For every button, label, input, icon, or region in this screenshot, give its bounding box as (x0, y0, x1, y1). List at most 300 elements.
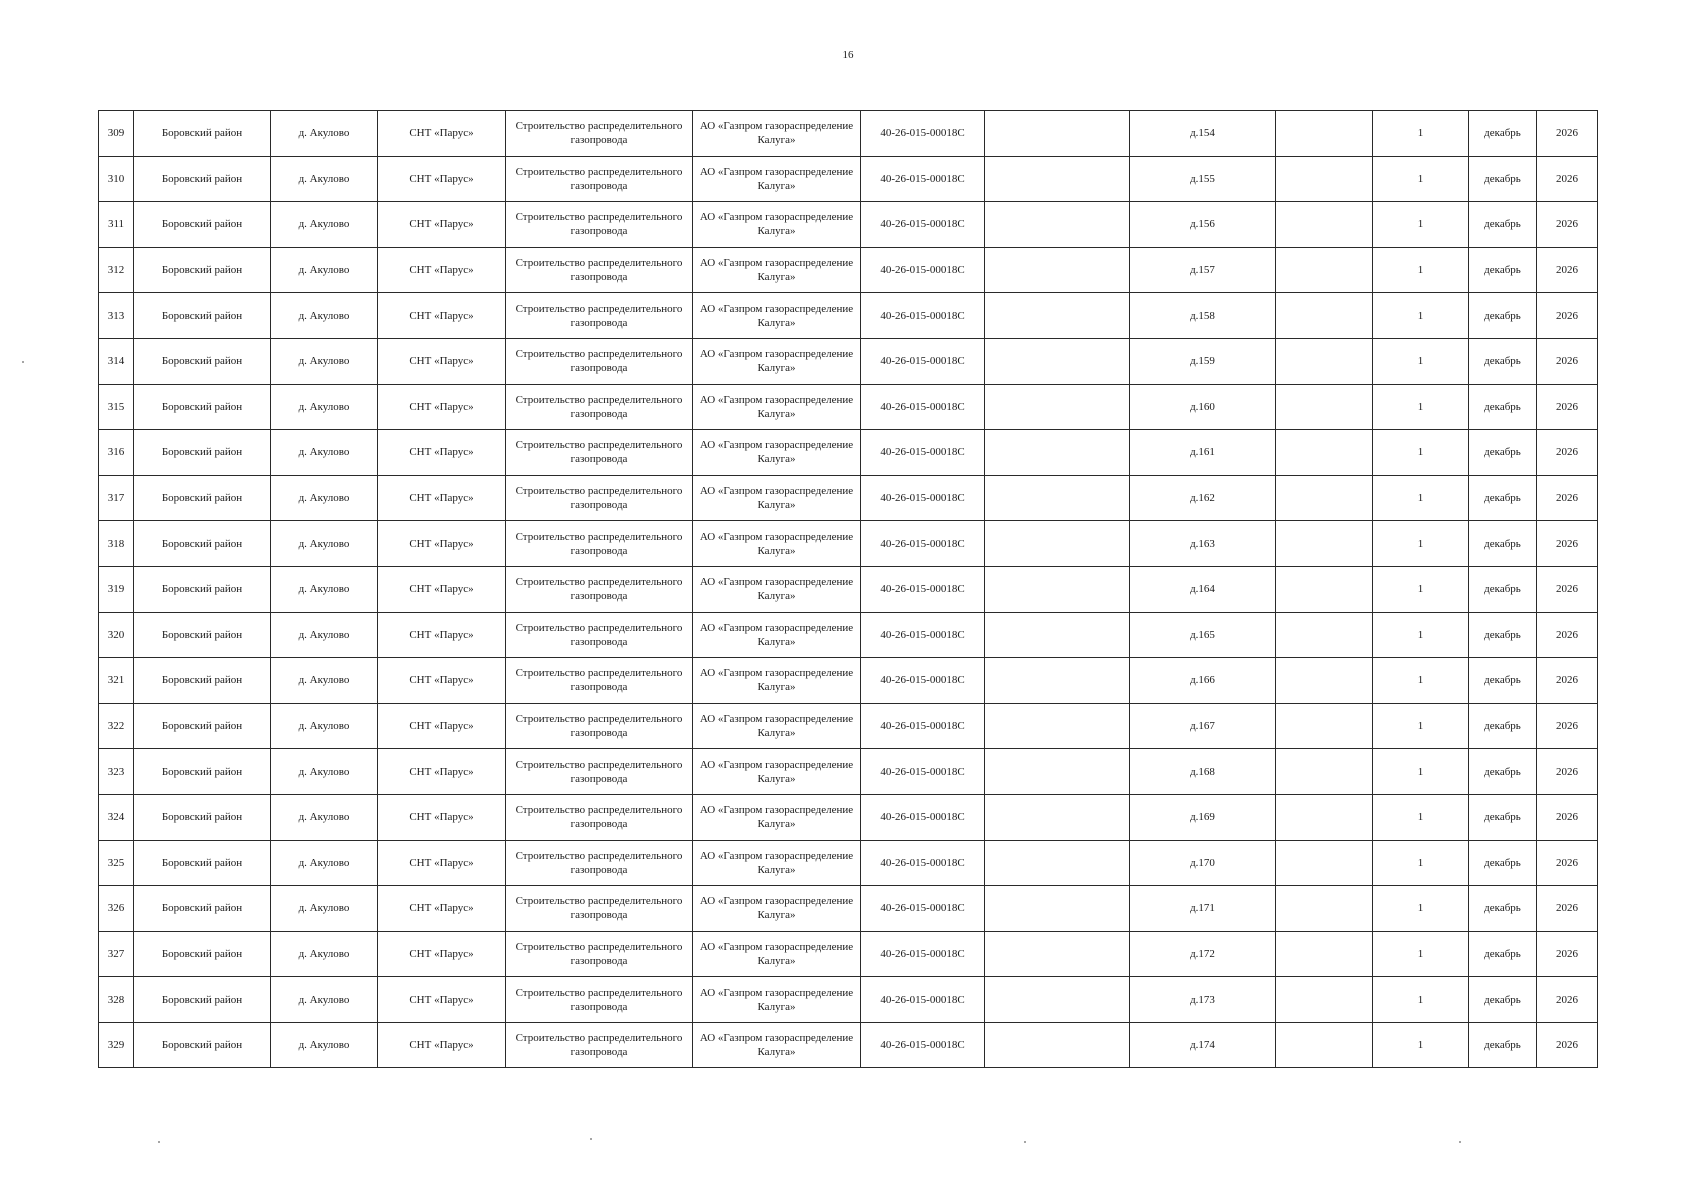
cell-code: 40-26-015-00018С (861, 430, 985, 476)
cell-house: д.174 (1130, 1022, 1276, 1068)
cell-empty (985, 749, 1130, 795)
table-row (99, 749, 1598, 795)
gasification-table (98, 110, 1598, 1068)
cell-quantity: 1 (1373, 384, 1469, 430)
cell-empty (985, 247, 1130, 293)
cell-work: Строительство распределительного газопровода (506, 202, 693, 248)
cell-house: д.155 (1130, 156, 1276, 202)
cell-quantity: 1 (1373, 521, 1469, 567)
cell-number: 320 (99, 612, 134, 658)
cell-empty (985, 566, 1130, 612)
cell-district: Боровский район (134, 156, 271, 202)
cell-year: 2026 (1537, 156, 1598, 202)
table-row (99, 384, 1598, 430)
cell-year: 2026 (1537, 749, 1598, 795)
cell-district: Боровский район (134, 293, 271, 339)
cell-year: 2026 (1537, 475, 1598, 521)
cell-code: 40-26-015-00018С (861, 384, 985, 430)
cell-organization: АО «Газпром газораспределение Калуга» (693, 293, 861, 339)
cell-work: Строительство распределительного газопровода (506, 384, 693, 430)
cell-house: д.169 (1130, 794, 1276, 840)
cell-organization: АО «Газпром газораспределение Калуга» (693, 338, 861, 384)
cell-work: Строительство распределительного газопровода (506, 612, 693, 658)
cell-work: Строительство распределительного газопровода (506, 931, 693, 977)
cell-month: декабрь (1469, 977, 1537, 1023)
cell-number: 322 (99, 703, 134, 749)
table-row (99, 931, 1598, 977)
cell-empty (1276, 156, 1373, 202)
cell-empty (1276, 612, 1373, 658)
cell-number: 328 (99, 977, 134, 1023)
cell-snt: СНТ «Парус» (378, 931, 506, 977)
cell-locality: д. Акулово (271, 293, 378, 339)
cell-house: д.160 (1130, 384, 1276, 430)
cell-locality: д. Акулово (271, 156, 378, 202)
cell-locality: д. Акулово (271, 840, 378, 886)
cell-snt: СНТ «Парус» (378, 202, 506, 248)
cell-empty (985, 430, 1130, 476)
cell-district: Боровский район (134, 749, 271, 795)
cell-district: Боровский район (134, 794, 271, 840)
cell-district: Боровский район (134, 247, 271, 293)
cell-house: д.164 (1130, 566, 1276, 612)
cell-number: 314 (99, 338, 134, 384)
cell-empty (985, 202, 1130, 248)
cell-organization: АО «Газпром газораспределение Калуга» (693, 430, 861, 476)
cell-quantity: 1 (1373, 977, 1469, 1023)
cell-empty (985, 111, 1130, 157)
cell-empty (1276, 338, 1373, 384)
table-row (99, 293, 1598, 339)
cell-snt: СНТ «Парус» (378, 338, 506, 384)
cell-work: Строительство распределительного газопровода (506, 703, 693, 749)
cell-district: Боровский район (134, 840, 271, 886)
cell-snt: СНТ «Парус» (378, 384, 506, 430)
cell-number: 319 (99, 566, 134, 612)
cell-organization: АО «Газпром газораспределение Калуга» (693, 886, 861, 932)
cell-number: 311 (99, 202, 134, 248)
cell-house: д.158 (1130, 293, 1276, 339)
cell-empty (985, 293, 1130, 339)
cell-quantity: 1 (1373, 658, 1469, 704)
cell-organization: АО «Газпром газораспределение Калуга» (693, 475, 861, 521)
cell-snt: СНТ «Парус» (378, 293, 506, 339)
cell-organization: АО «Газпром газораспределение Калуга» (693, 156, 861, 202)
cell-year: 2026 (1537, 612, 1598, 658)
cell-locality: д. Акулово (271, 430, 378, 476)
cell-code: 40-26-015-00018С (861, 749, 985, 795)
cell-empty (985, 931, 1130, 977)
cell-district: Боровский район (134, 202, 271, 248)
cell-organization: АО «Газпром газораспределение Калуга» (693, 202, 861, 248)
cell-house: д.162 (1130, 475, 1276, 521)
cell-code: 40-26-015-00018С (861, 977, 985, 1023)
cell-work: Строительство распределительного газопровода (506, 658, 693, 704)
cell-empty (1276, 749, 1373, 795)
cell-number: 315 (99, 384, 134, 430)
cell-empty (1276, 931, 1373, 977)
scan-speck (590, 1138, 592, 1140)
cell-district: Боровский район (134, 111, 271, 157)
cell-organization: АО «Газпром газораспределение Калуга» (693, 977, 861, 1023)
cell-code: 40-26-015-00018С (861, 658, 985, 704)
cell-month: декабрь (1469, 384, 1537, 430)
cell-month: декабрь (1469, 475, 1537, 521)
cell-locality: д. Акулово (271, 658, 378, 704)
cell-empty (1276, 430, 1373, 476)
cell-year: 2026 (1537, 658, 1598, 704)
cell-snt: СНТ «Парус» (378, 749, 506, 795)
cell-empty (1276, 521, 1373, 567)
table-row (99, 658, 1598, 704)
cell-empty (985, 1022, 1130, 1068)
cell-locality: д. Акулово (271, 749, 378, 795)
cell-house: д.171 (1130, 886, 1276, 932)
cell-quantity: 1 (1373, 293, 1469, 339)
cell-work: Строительство распределительного газопровода (506, 338, 693, 384)
cell-locality: д. Акулово (271, 111, 378, 157)
cell-number: 313 (99, 293, 134, 339)
cell-empty (985, 840, 1130, 886)
cell-snt: СНТ «Парус» (378, 430, 506, 476)
cell-organization: АО «Газпром газораспределение Калуга» (693, 794, 861, 840)
cell-empty (985, 886, 1130, 932)
cell-code: 40-26-015-00018С (861, 566, 985, 612)
cell-empty (1276, 247, 1373, 293)
table-row (99, 566, 1598, 612)
cell-work: Строительство распределительного газопровода (506, 293, 693, 339)
cell-house: д.165 (1130, 612, 1276, 658)
cell-code: 40-26-015-00018С (861, 1022, 985, 1068)
table-row (99, 475, 1598, 521)
cell-work: Строительство распределительного газопровода (506, 840, 693, 886)
table-row (99, 703, 1598, 749)
cell-code: 40-26-015-00018С (861, 703, 985, 749)
cell-locality: д. Акулово (271, 475, 378, 521)
cell-number: 317 (99, 475, 134, 521)
cell-month: декабрь (1469, 703, 1537, 749)
cell-snt: СНТ «Парус» (378, 612, 506, 658)
cell-locality: д. Акулово (271, 703, 378, 749)
cell-month: декабрь (1469, 521, 1537, 567)
cell-month: декабрь (1469, 612, 1537, 658)
table-row (99, 521, 1598, 567)
cell-year: 2026 (1537, 931, 1598, 977)
cell-snt: СНТ «Парус» (378, 703, 506, 749)
cell-quantity: 1 (1373, 794, 1469, 840)
cell-code: 40-26-015-00018С (861, 840, 985, 886)
table-row (99, 111, 1598, 157)
cell-district: Боровский район (134, 338, 271, 384)
cell-year: 2026 (1537, 202, 1598, 248)
scan-speck (158, 1141, 160, 1143)
cell-quantity: 1 (1373, 430, 1469, 476)
cell-district: Боровский район (134, 931, 271, 977)
cell-month: декабрь (1469, 202, 1537, 248)
cell-house: д.154 (1130, 111, 1276, 157)
cell-empty (985, 475, 1130, 521)
cell-snt: СНТ «Парус» (378, 886, 506, 932)
cell-organization: АО «Газпром газораспределение Калуга» (693, 612, 861, 658)
cell-number: 318 (99, 521, 134, 567)
cell-work: Строительство распределительного газопровода (506, 977, 693, 1023)
cell-house: д.172 (1130, 931, 1276, 977)
cell-work: Строительство распределительного газопровода (506, 247, 693, 293)
cell-year: 2026 (1537, 293, 1598, 339)
cell-year: 2026 (1537, 111, 1598, 157)
cell-code: 40-26-015-00018С (861, 293, 985, 339)
cell-house: д.168 (1130, 749, 1276, 795)
cell-number: 329 (99, 1022, 134, 1068)
cell-empty (1276, 977, 1373, 1023)
cell-quantity: 1 (1373, 247, 1469, 293)
scan-speck (1459, 1141, 1461, 1143)
cell-locality: д. Акулово (271, 977, 378, 1023)
cell-month: декабрь (1469, 247, 1537, 293)
cell-year: 2026 (1537, 247, 1598, 293)
cell-number: 310 (99, 156, 134, 202)
table-body (99, 111, 1598, 1068)
cell-organization: АО «Газпром газораспределение Калуга» (693, 111, 861, 157)
cell-district: Боровский район (134, 612, 271, 658)
cell-work: Строительство распределительного газопровода (506, 749, 693, 795)
cell-district: Боровский район (134, 384, 271, 430)
cell-month: декабрь (1469, 931, 1537, 977)
cell-empty (1276, 1022, 1373, 1068)
table-row (99, 886, 1598, 932)
cell-organization: АО «Газпром газораспределение Калуга» (693, 658, 861, 704)
cell-number: 321 (99, 658, 134, 704)
cell-number: 316 (99, 430, 134, 476)
cell-house: д.159 (1130, 338, 1276, 384)
cell-code: 40-26-015-00018С (861, 156, 985, 202)
cell-district: Боровский район (134, 475, 271, 521)
cell-code: 40-26-015-00018С (861, 338, 985, 384)
cell-work: Строительство распределительного газопровода (506, 475, 693, 521)
cell-empty (985, 156, 1130, 202)
table-row (99, 202, 1598, 248)
cell-number: 325 (99, 840, 134, 886)
cell-house: д.170 (1130, 840, 1276, 886)
cell-work: Строительство распределительного газопровода (506, 156, 693, 202)
cell-month: декабрь (1469, 293, 1537, 339)
cell-quantity: 1 (1373, 703, 1469, 749)
cell-empty (985, 703, 1130, 749)
cell-locality: д. Акулово (271, 384, 378, 430)
cell-house: д.161 (1130, 430, 1276, 476)
cell-empty (985, 794, 1130, 840)
cell-number: 309 (99, 111, 134, 157)
table-row (99, 794, 1598, 840)
cell-snt: СНТ «Парус» (378, 566, 506, 612)
cell-snt: СНТ «Парус» (378, 977, 506, 1023)
cell-quantity: 1 (1373, 111, 1469, 157)
cell-empty (985, 612, 1130, 658)
cell-empty (1276, 202, 1373, 248)
cell-snt: СНТ «Парус» (378, 475, 506, 521)
cell-code: 40-26-015-00018С (861, 202, 985, 248)
cell-organization: АО «Газпром газораспределение Калуга» (693, 566, 861, 612)
cell-year: 2026 (1537, 566, 1598, 612)
cell-month: декабрь (1469, 1022, 1537, 1068)
cell-quantity: 1 (1373, 156, 1469, 202)
cell-work: Строительство распределительного газопровода (506, 886, 693, 932)
cell-work: Строительство распределительного газопровода (506, 794, 693, 840)
cell-number: 312 (99, 247, 134, 293)
cell-district: Боровский район (134, 1022, 271, 1068)
cell-organization: АО «Газпром газораспределение Калуга» (693, 931, 861, 977)
cell-quantity: 1 (1373, 475, 1469, 521)
cell-house: д.157 (1130, 247, 1276, 293)
cell-snt: СНТ «Парус» (378, 658, 506, 704)
cell-district: Боровский район (134, 430, 271, 476)
cell-locality: д. Акулово (271, 931, 378, 977)
cell-organization: АО «Газпром газораспределение Калуга» (693, 521, 861, 567)
cell-district: Боровский район (134, 658, 271, 704)
cell-code: 40-26-015-00018С (861, 886, 985, 932)
cell-code: 40-26-015-00018С (861, 521, 985, 567)
cell-number: 327 (99, 931, 134, 977)
page-number: 16 (842, 49, 854, 61)
cell-organization: АО «Газпром газораспределение Калуга» (693, 384, 861, 430)
cell-locality: д. Акулово (271, 886, 378, 932)
cell-quantity: 1 (1373, 566, 1469, 612)
cell-month: декабрь (1469, 430, 1537, 476)
cell-snt: СНТ «Парус» (378, 840, 506, 886)
cell-empty (985, 338, 1130, 384)
cell-number: 324 (99, 794, 134, 840)
cell-work: Строительство распределительного газопровода (506, 566, 693, 612)
cell-organization: АО «Газпром газораспределение Калуга» (693, 840, 861, 886)
cell-house: д.163 (1130, 521, 1276, 567)
cell-snt: СНТ «Парус» (378, 111, 506, 157)
cell-year: 2026 (1537, 703, 1598, 749)
cell-empty (1276, 794, 1373, 840)
cell-work: Строительство распределительного газопровода (506, 521, 693, 567)
cell-year: 2026 (1537, 430, 1598, 476)
cell-year: 2026 (1537, 977, 1598, 1023)
cell-empty (1276, 293, 1373, 339)
cell-house: д.173 (1130, 977, 1276, 1023)
scan-speck (1024, 1141, 1026, 1143)
cell-snt: СНТ «Парус» (378, 1022, 506, 1068)
cell-year: 2026 (1537, 521, 1598, 567)
cell-quantity: 1 (1373, 612, 1469, 658)
cell-house: д.156 (1130, 202, 1276, 248)
cell-locality: д. Акулово (271, 521, 378, 567)
cell-snt: СНТ «Парус» (378, 247, 506, 293)
cell-organization: АО «Газпром газораспределение Калуга» (693, 703, 861, 749)
cell-locality: д. Акулово (271, 612, 378, 658)
table-row (99, 156, 1598, 202)
table-row (99, 977, 1598, 1023)
cell-year: 2026 (1537, 886, 1598, 932)
cell-month: декабрь (1469, 338, 1537, 384)
cell-month: декабрь (1469, 156, 1537, 202)
table-row (99, 338, 1598, 384)
cell-code: 40-26-015-00018С (861, 111, 985, 157)
cell-month: декабрь (1469, 566, 1537, 612)
cell-empty (985, 658, 1130, 704)
cell-organization: АО «Газпром газораспределение Калуга» (693, 749, 861, 795)
cell-month: декабрь (1469, 749, 1537, 795)
cell-work: Строительство распределительного газопровода (506, 111, 693, 157)
cell-district: Боровский район (134, 521, 271, 567)
cell-empty (1276, 384, 1373, 430)
cell-code: 40-26-015-00018С (861, 794, 985, 840)
cell-district: Боровский район (134, 977, 271, 1023)
cell-district: Боровский район (134, 566, 271, 612)
cell-empty (1276, 566, 1373, 612)
cell-snt: СНТ «Парус» (378, 794, 506, 840)
cell-locality: д. Акулово (271, 338, 378, 384)
cell-snt: СНТ «Парус» (378, 521, 506, 567)
cell-number: 326 (99, 886, 134, 932)
cell-quantity: 1 (1373, 338, 1469, 384)
cell-month: декабрь (1469, 794, 1537, 840)
cell-empty (985, 384, 1130, 430)
cell-empty (985, 977, 1130, 1023)
cell-district: Боровский район (134, 886, 271, 932)
cell-empty (1276, 886, 1373, 932)
cell-locality: д. Акулово (271, 1022, 378, 1068)
cell-organization: АО «Газпром газораспределение Калуга» (693, 1022, 861, 1068)
cell-snt: СНТ «Парус» (378, 156, 506, 202)
scan-speck (22, 361, 24, 363)
cell-month: декабрь (1469, 886, 1537, 932)
cell-month: декабрь (1469, 840, 1537, 886)
cell-empty (1276, 703, 1373, 749)
cell-quantity: 1 (1373, 202, 1469, 248)
table-row (99, 430, 1598, 476)
cell-locality: д. Акулово (271, 566, 378, 612)
cell-work: Строительство распределительного газопровода (506, 430, 693, 476)
cell-quantity: 1 (1373, 840, 1469, 886)
cell-code: 40-26-015-00018С (861, 931, 985, 977)
cell-year: 2026 (1537, 1022, 1598, 1068)
cell-quantity: 1 (1373, 931, 1469, 977)
cell-empty (985, 521, 1130, 567)
cell-year: 2026 (1537, 840, 1598, 886)
cell-district: Боровский район (134, 703, 271, 749)
cell-empty (1276, 111, 1373, 157)
cell-code: 40-26-015-00018С (861, 247, 985, 293)
cell-house: д.166 (1130, 658, 1276, 704)
cell-year: 2026 (1537, 384, 1598, 430)
cell-locality: д. Акулово (271, 202, 378, 248)
cell-house: д.167 (1130, 703, 1276, 749)
cell-empty (1276, 840, 1373, 886)
cell-quantity: 1 (1373, 886, 1469, 932)
cell-code: 40-26-015-00018С (861, 612, 985, 658)
cell-number: 323 (99, 749, 134, 795)
cell-locality: д. Акулово (271, 247, 378, 293)
cell-year: 2026 (1537, 338, 1598, 384)
table-row (99, 247, 1598, 293)
cell-quantity: 1 (1373, 1022, 1469, 1068)
cell-year: 2026 (1537, 794, 1598, 840)
cell-empty (1276, 658, 1373, 704)
table-row (99, 1022, 1598, 1068)
cell-locality: д. Акулово (271, 794, 378, 840)
table-row (99, 840, 1598, 886)
cell-quantity: 1 (1373, 749, 1469, 795)
cell-empty (1276, 475, 1373, 521)
cell-organization: АО «Газпром газораспределение Калуга» (693, 247, 861, 293)
cell-month: декабрь (1469, 111, 1537, 157)
cell-code: 40-26-015-00018С (861, 475, 985, 521)
table-row (99, 612, 1598, 658)
